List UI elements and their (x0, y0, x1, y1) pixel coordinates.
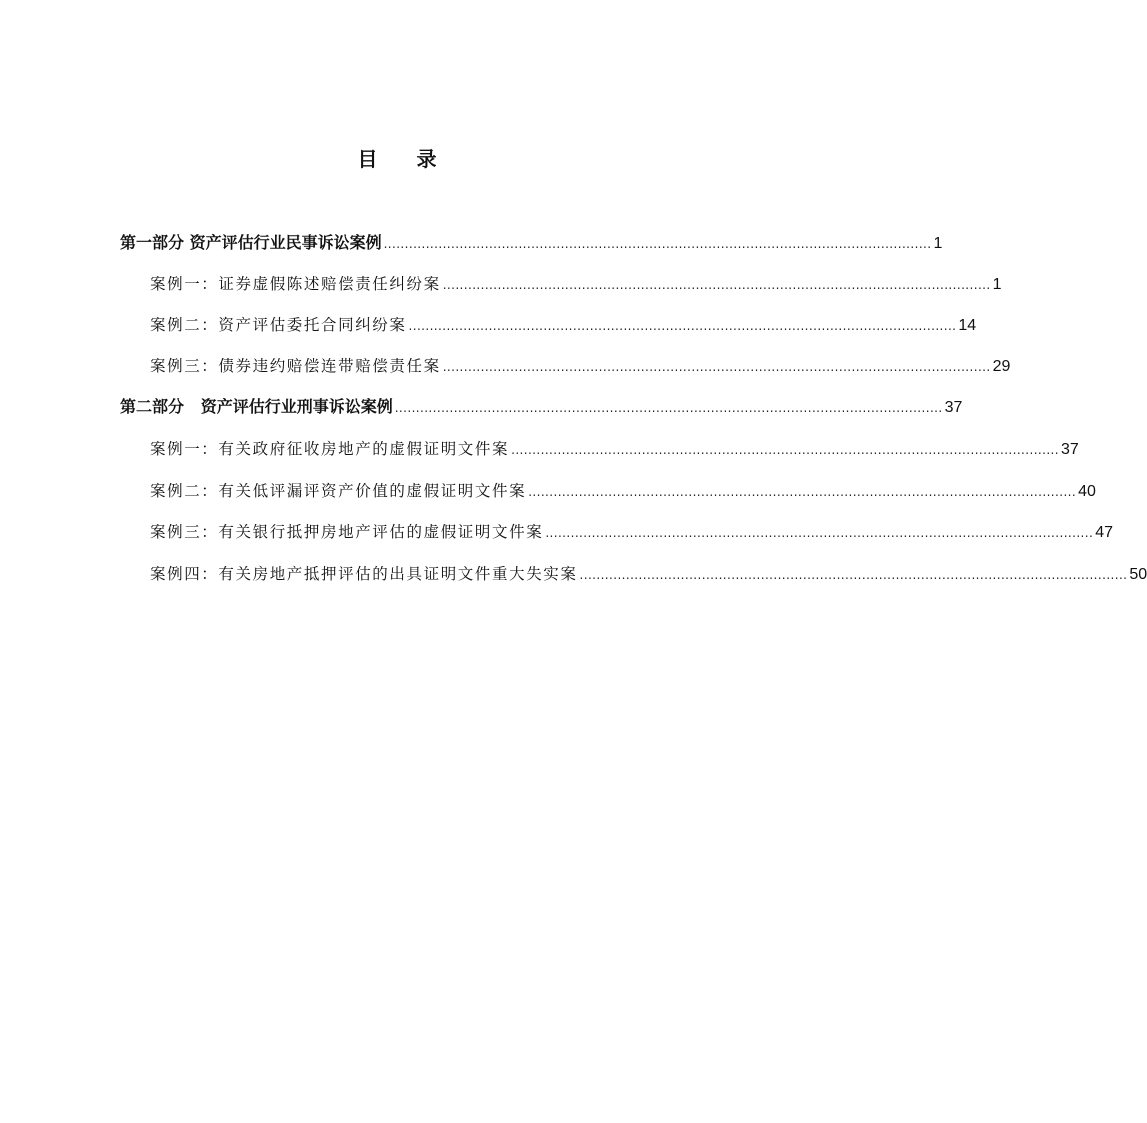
toc-entry-title: 案例二：有关低评漏评资产价值的虚假证明文件案 (150, 482, 527, 500)
page-title: 目 录 (357, 147, 453, 171)
toc-dot-leader: .................................................................................................................................. (545, 526, 1094, 540)
toc-entry-part-1[interactable] (120, 228, 943, 258)
toc-entry-title: 案例三：有关银行抵押房地产评估的虚假证明文件案 (150, 523, 544, 541)
toc-entry-title: 案例一：证券虚假陈述赔偿责任纠纷案 (150, 275, 441, 293)
toc-entry-case[interactable] (150, 310, 977, 340)
toc-entry-title: 第一部分 资产评估行业民事诉讼案例 (120, 233, 382, 252)
toc-dot-leader: .................................................................................................................................. (442, 278, 991, 292)
toc-dot-leader: .................................................................................................................................. (383, 237, 932, 251)
toc-entry-case[interactable] (150, 269, 1002, 299)
toc-entry-case[interactable] (150, 434, 1079, 464)
toc-entry-title: 案例三：债券违约赔偿连带赔偿责任案 (150, 357, 441, 375)
toc-dot-leader: .................................................................................................................................. (408, 319, 957, 333)
toc-entry-case[interactable] (150, 476, 1096, 506)
toc-page-number: 29 (992, 358, 1011, 375)
toc-page-number: 50 (1129, 566, 1147, 583)
toc-dot-leader: .................................................................................................................................. (579, 568, 1128, 582)
toc-entry-title: 案例四：有关房地产抵押评估的出具证明文件重大失实案 (150, 565, 578, 583)
toc-page-number: 40 (1078, 483, 1096, 500)
toc-page-number: 37 (944, 399, 963, 416)
toc-entry-case[interactable] (150, 559, 1147, 589)
toc-page-number: 14 (958, 317, 977, 334)
toc-entry-case[interactable] (150, 351, 1011, 381)
toc-entry-case[interactable] (150, 517, 1113, 547)
toc-page-number: 1 (933, 235, 943, 252)
toc-dot-leader: .................................................................................................................................. (394, 401, 943, 415)
toc-page-number: 47 (1095, 524, 1113, 541)
toc-dot-leader: .................................................................................................................................. (442, 360, 991, 374)
toc-page-number: 1 (992, 276, 1002, 293)
toc-entry-title: 案例二：资产评估委托合同纠纷案 (150, 316, 407, 334)
toc-entry-title: 案例一：有关政府征收房地产的虚假证明文件案 (150, 440, 510, 458)
toc-dot-leader: .................................................................................................................................. (528, 485, 1077, 499)
toc-page-number: 37 (1061, 441, 1079, 458)
toc-dot-leader: .................................................................................................................................. (511, 443, 1059, 457)
toc-entry-part-2[interactable] (120, 392, 963, 422)
toc-entry-title: 第二部分 资产评估行业刑事诉讼案例 (120, 397, 393, 416)
